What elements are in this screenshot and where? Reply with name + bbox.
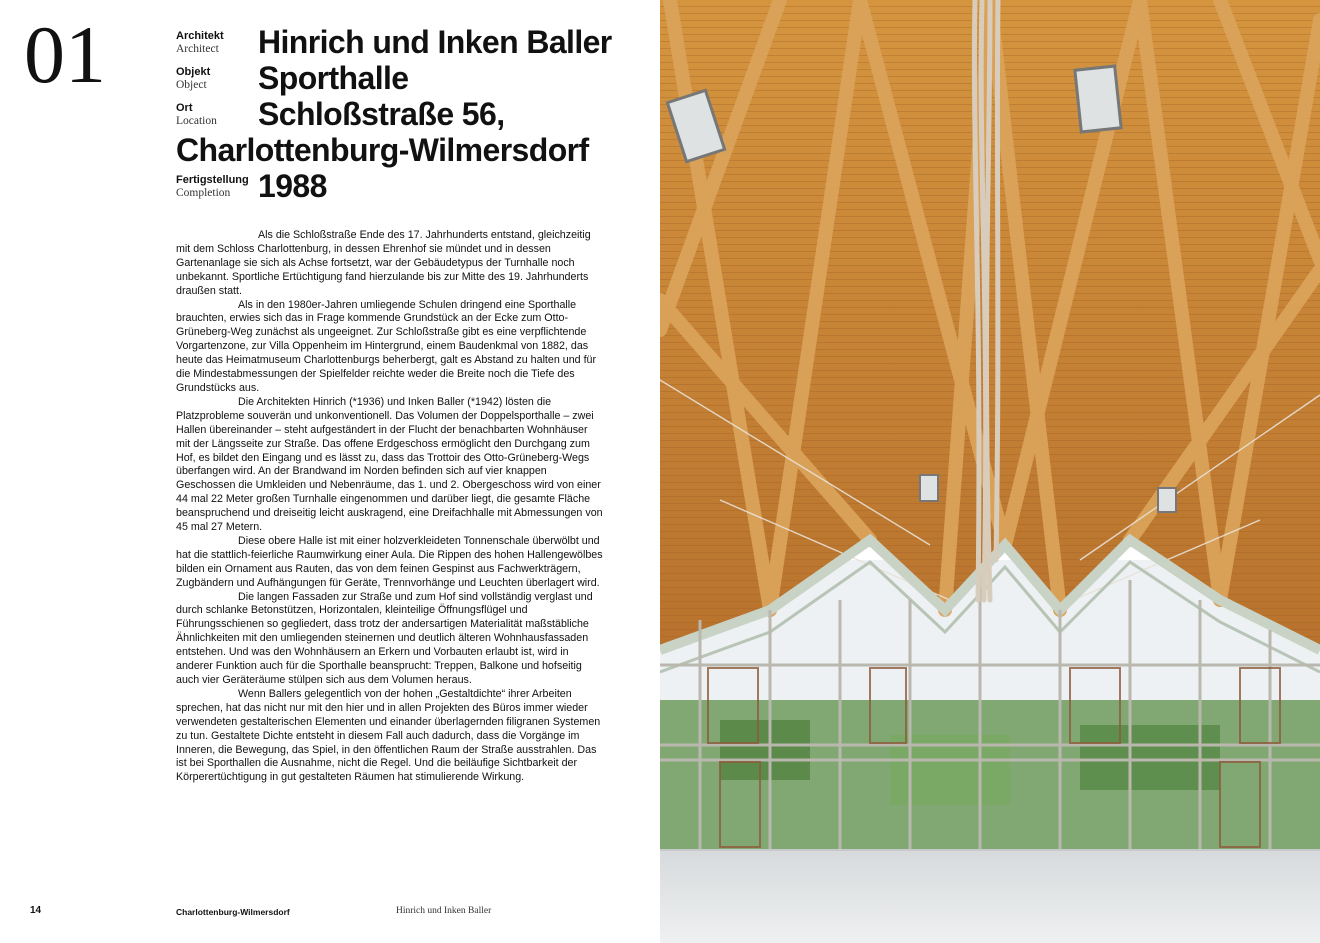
object-value: Sporthalle [258, 60, 409, 96]
meta-completion-label [176, 174, 256, 200]
meta-location-label [176, 102, 256, 128]
paragraph: Die Architekten Hinrich (*1936) und Inken Baller (*1942) lösten die Platzprobleme souverän und unkonventionell. Das Volumen der Doppelsporthalle – zwei Hallen übereinander – steht aufgeständert in der Flucht der benachbarten Wohnhäuser mit der Längsseite zur Straße. Das offene Erdgeschoss ermöglicht den Durchgang zum Hof, es bildet den Eingang und es lässt zu, dass das Trottoir des Otto-Grüneberg-Wegs überfangen wird. An der Brandwand im Norden befinden sich auf vier knappen Geschossen die Umkleiden und Nebenräume, das 1. und 2. Obergeschoss wird von einer 44 mal 22 Meter großen Turnhalle eingenommen und darüber liegt, die gesamte Fläche beanspruchend und dreiseitig leicht auskragend, eine Dreifachhalle mit Abmessungen von 45 mal 27 Metern. [176, 395, 603, 534]
label-de: Architekt [176, 30, 224, 42]
photo-illustration [660, 0, 1320, 943]
location-value-line2: Charlottenburg-Wilmersdorf [176, 132, 589, 168]
paragraph: Diese obere Halle ist mit einer holzverkleideten Tonnenschale überwölbt und hat die stattlich-feierliche Raumwirkung einer Aula. Die Rippen des hohen Hallengewölbes bilden ein Ornament aus Rauten, das von dem feinen Gespinst aus Fachwerkträgern, Zugbändern und Aufhängungen für Geräte, Trennvorhänge und Leuchten überlagert wird. [176, 534, 603, 589]
label-en: Completion [176, 187, 231, 199]
label-de: Ort [176, 102, 193, 114]
body-text [176, 229, 603, 785]
footer-page-number: 14 [30, 905, 42, 916]
meta-architect-label [176, 30, 256, 56]
label-en: Object [176, 79, 207, 91]
chapter-number: 01 [24, 9, 106, 100]
label-de: Objekt [176, 66, 211, 78]
meta-object-label [176, 66, 256, 92]
architect-value: Hinrich und Inken Baller [258, 24, 612, 60]
completion-value: 1988 [258, 168, 327, 204]
footer-architect: Hinrich und Inken Baller [396, 906, 492, 916]
paragraph: Die langen Fassaden zur Straße und zum Hof sind vollständig verglast und durch schlanke Betonstützen, Horizontalen, kleinteilige Öffnungsflügel und Führungsschienen so gegliedert, dass trotz der andersartigen Materialität maßstäbliche Ähnlichkeiten mit den umliegenden steinernen und deutlich älteren Wohnhausfassaden entstehen. Und was den Wohnhäusern an Erkern und Vorbauten erlaubt ist, wird in anderer Funktion auch für die Sporthalle beansprucht: Treppen, Balkone und hofseitig auch vier Geräteräume stülpen sich aus dem Volumen heraus. [176, 590, 593, 686]
footer-district: Charlottenburg-Wilmersdorf [176, 907, 290, 917]
hall-interior-photo [660, 0, 1320, 943]
label-en: Architect [176, 43, 219, 55]
paragraph: Wenn Ballers gelegentlich von der hohen „Gestaltdichte“ ihrer Arbeiten sprechen, hat das nicht nur mit den hier und in allen Projekten des Büros immer wieder verwendeten gestalterischen Elementen und einander überlagernden filigranen Systemen zu tun. Gestaltete Dichte entsteht in diesem Fall auch dadurch, dass die Vorgänge im Inneren, die Bewegung, das Spiel, in den öffentlichen Raum der Straße ausstrahlen. Das ist bei Sporthallen die Ausnahme, nicht die Regel. Und die beiläufige Sichtbarkeit der Körperertüchtigung in gut gestalteten Räumen hat stimulierende Wirkung. [176, 687, 601, 784]
label-en: Location [176, 115, 217, 127]
paragraph: Als in den 1980er-Jahren umliegende Schulen dringend eine Sporthalle brauchten, erwies sich das in Frage kommende Grundstück an der Ecke zum Otto-Grüneberg-Weg zunächst als ungeeignet. Zur Schloßstraße gibt es eine verpflichtende Vorgartenzone, zur Villa Oppenheim im Hintergrund, einem Baudenkmal von 1882, das heute das Heimatmuseum Charlottenburgs beherbergt, galt es Abstand zu halten und für die Mindestabmessungen der Spielfelder reichte weder die Breite noch die Tiefe des Grundstücks aus. [176, 298, 597, 394]
label-de: Fertigstellung [176, 174, 249, 186]
paragraph: Als die Schloßstraße Ende des 17. Jahrhunderts entstand, gleichzeitig mit dem Schloss Charlottenburg, in dessen Ehrenhof sie mündet und in dessen Gartenanlage sie sich als Achse fortsetzt, war der Gebäudetypus der Turnhalle noch unbekannt. Sportliche Ertüchtigung fand hierzulande bis zur Mitte des 19. Jahrhunderts draußen statt. [176, 229, 591, 297]
location-value-line1: Schloßstraße 56, [258, 96, 505, 132]
